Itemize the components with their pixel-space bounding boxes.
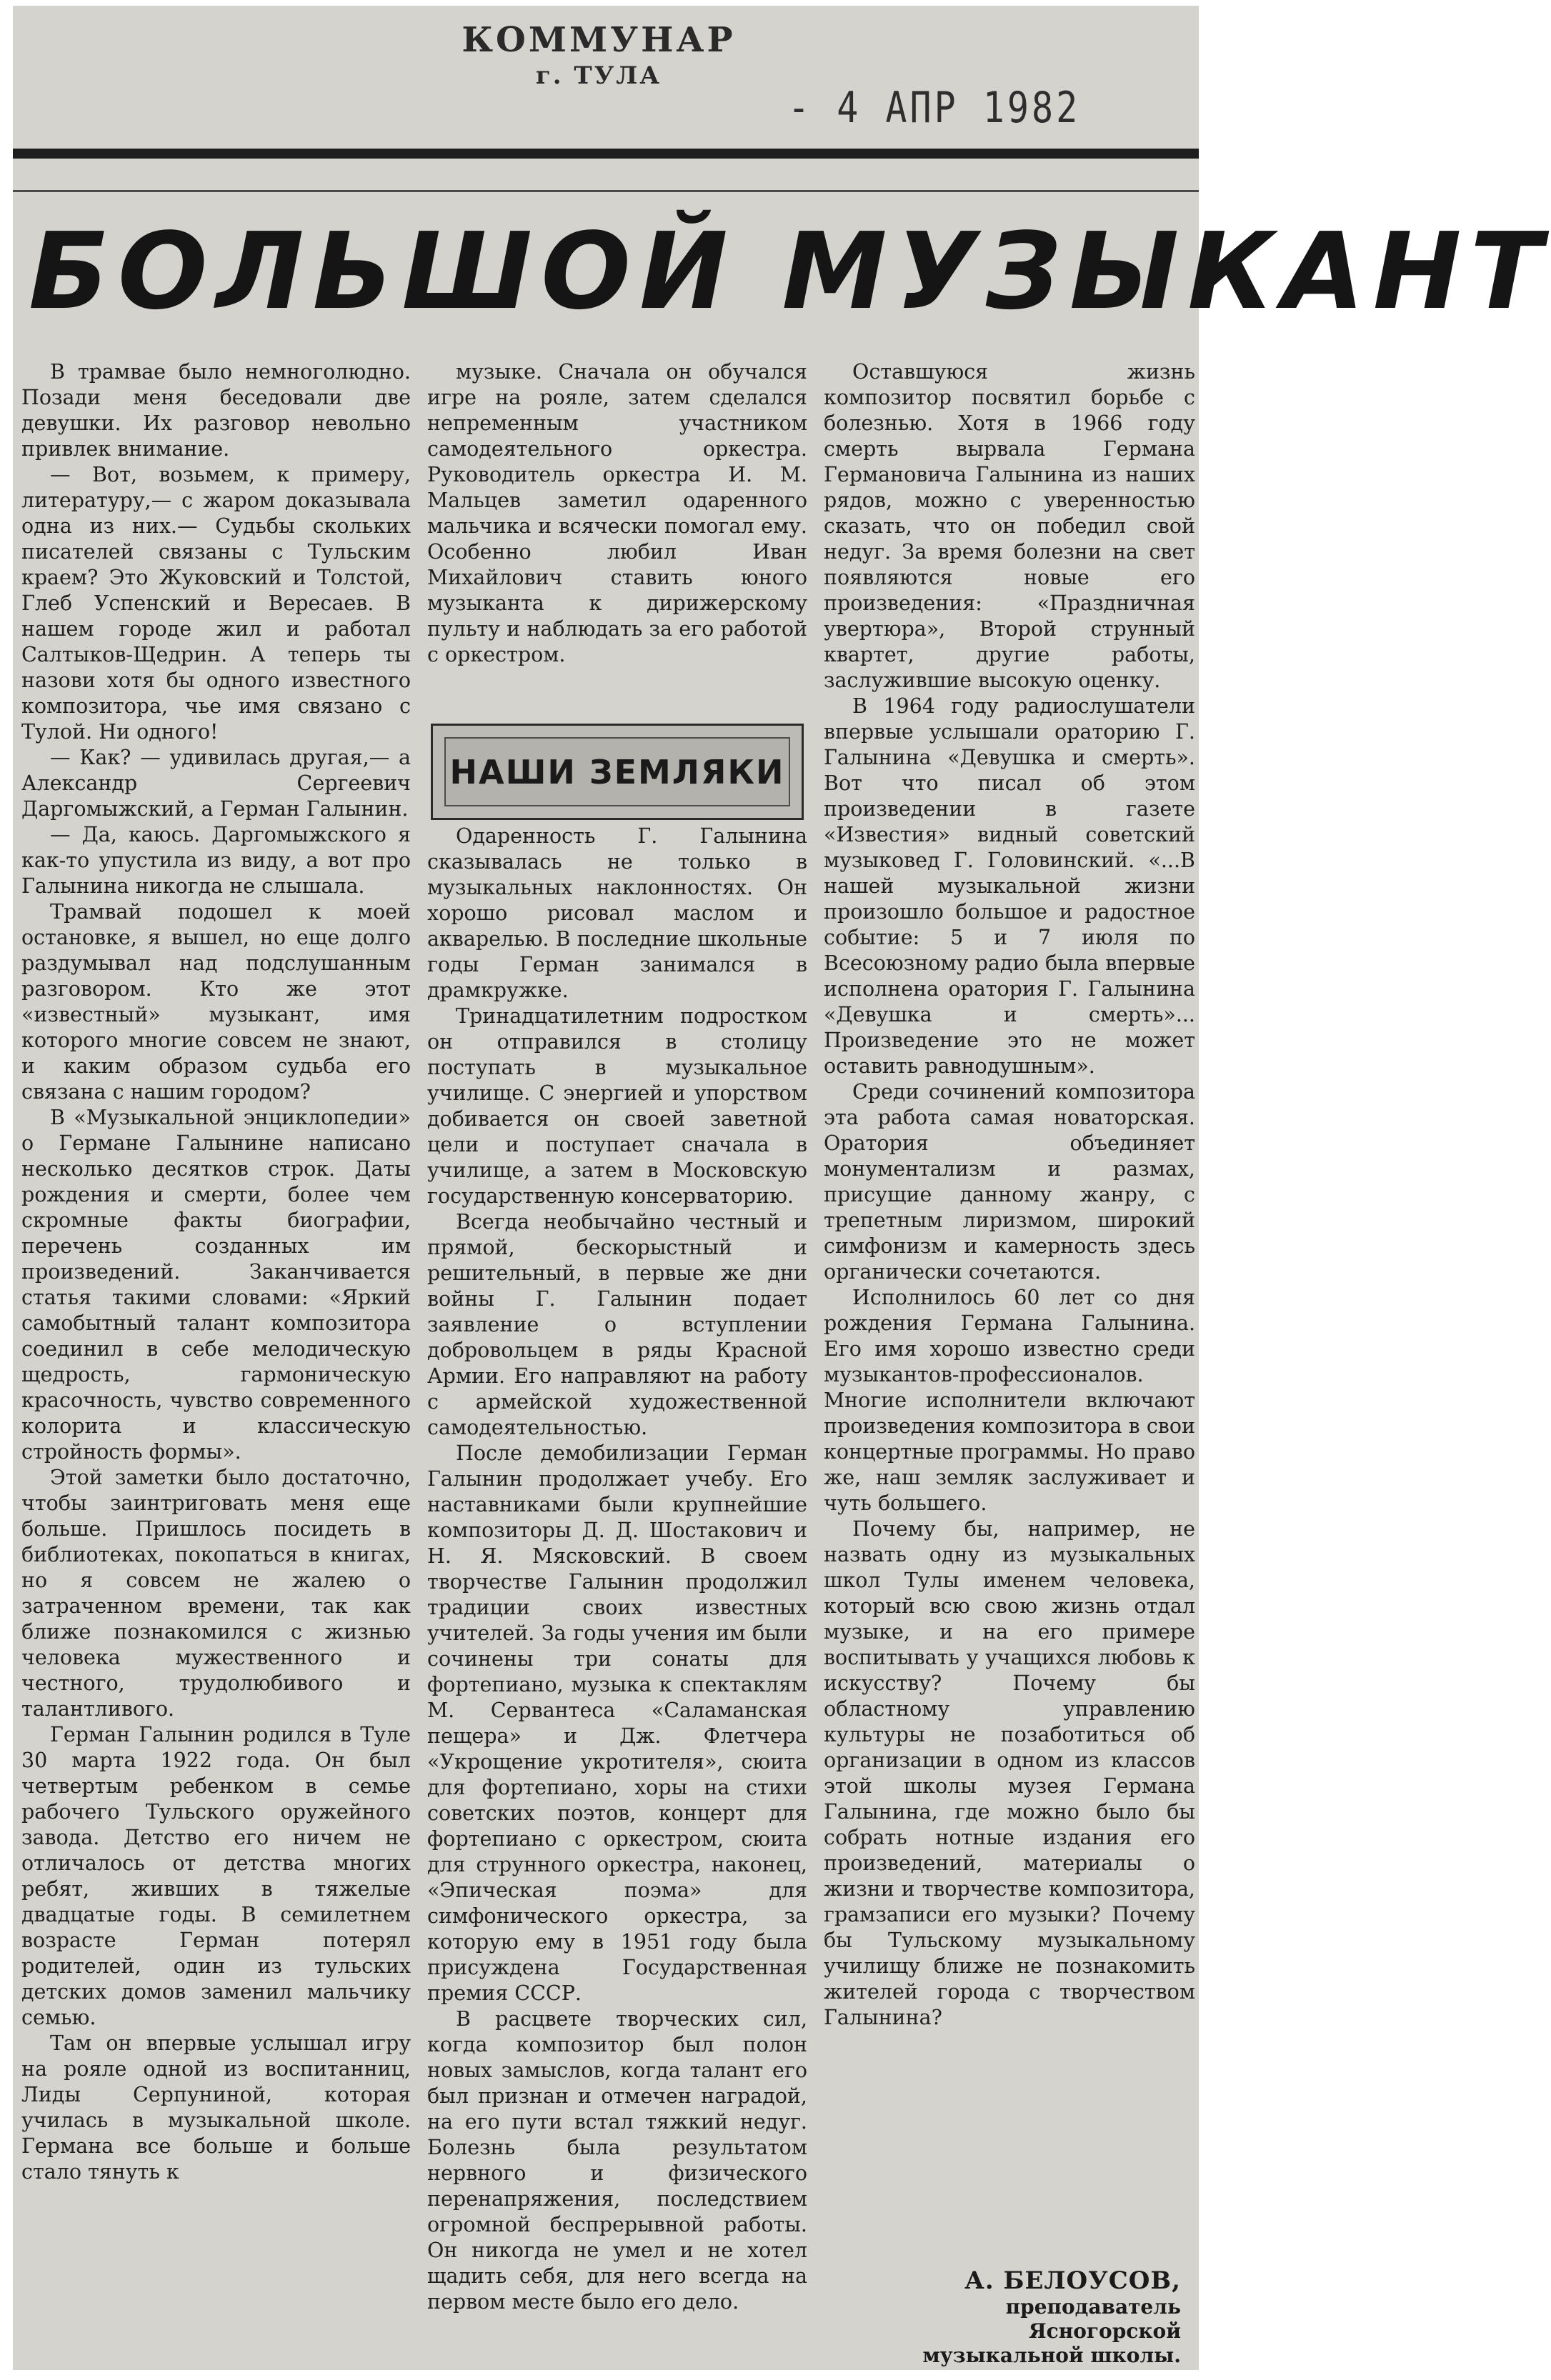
author-title-line-3: музыкальной школы.	[922, 2344, 1181, 2367]
masthead-divider	[13, 149, 1199, 159]
article-paragraph: — Да, каюсь. Даргомыжского я как-то упустила из виду, а вот про Галынина никогда не слышала.	[21, 823, 411, 898]
article-paragraph: Всегда необычайно честный и прямой, бескорыстный и решительный, в первые же дни войны Г. Галынин подает заявление о вступлении добровольцем в ряды Красной Армии. Его направляют на работу с армейской художественной самодеятельностью.	[427, 1210, 807, 1439]
article-column-2-bottom	[427, 824, 807, 2366]
article-paragraph: Оставшуюся жизнь композитор посвятил борьбе с болезнью. Хотя в 1966 году смерть вырвала Германа Германовича Галынина из наших рядов, можно с уверенностью сказать, что он победил свой недуг. За время болезни на свет появляются новые его произведения: «Праздничная увертюра», Второй струнный квартет, другие работы, заслужившие высокую оценку.	[824, 360, 1195, 692]
author-signature	[824, 2266, 1181, 2368]
author-title-line-1: преподаватель	[1005, 2295, 1181, 2319]
article-paragraph: Среди сочинений композитора эта работа самая новаторская. Оратория объединяет монументализм и размах, присущие данному жанру, с трепетным лиризмом, широкий симфонизм и камерность здесь органически сочетаются.	[824, 1080, 1195, 1284]
article-paragraph: Одаренность Г. Галынина сказывалась не только в музыкальных наклонностях. Он хорошо рисовал маслом и акварелью. В последние школьные годы Герман занимался в драмкружке.	[427, 824, 807, 1002]
article-paragraph: Исполнилось 60 лет со дня рождения Германа Галынина. Его имя хорошо известно среди музыкантов-профессионалов. Многие исполнители включают произведения композитора в свои концертные программы. Но право же, наш земляк заслуживает и чуть большего.	[824, 1286, 1195, 1515]
article-column-1	[21, 359, 411, 2352]
article-paragraph: Трамвай подошел к моей остановке, я вышел, но еще долго раздумывал над подслушанным разговором. Кто же этот «известный» музыкант, имя которого многие совсем не знают, и каким образом судьба его связана с нашим городом?	[21, 900, 411, 1104]
newspaper-clipping	[13, 6, 1551, 2370]
article-paragraph: В трамвае было немноголюдно. Позади меня беседовали две девушки. Их разговор невольно привлек внимание.	[21, 360, 411, 461]
article-paragraph: Почему бы, например, не назвать одну из музыкальных школ Тулы именем человека, который всю свою жизнь отдал музыке, и на его примере воспитывать у учащихся любовь к искусству? Почему бы областному управлению культуры не позаботиться об организации в одном из классов этой школы музея Германа Галынина, где можно было бы собрать нотные издания его произведений, материалы о жизни и творчестве композитора, грамзаписи его музыки? Почему бы Тульскому музыкальному училищу ближе не познакомить жителей города с творчеством Галынина?	[824, 1517, 1195, 2029]
author-title-line-2: Ясногорской	[1028, 2319, 1181, 2343]
article-paragraph: — Вот, возьмем, к примеру, литературу,— с жаром доказывала одна из них.— Судьбы скольких писателей связаны с Тульским краем? Это Жуковский и Толстой, Глеб Успенский и Вересаев. В нашем городе жил и работал Салтыков-Щедрин. А теперь ты назови хотя бы одного известного композитора, чье имя связано с Тулой. Ни одного!	[21, 463, 411, 744]
rubric-box	[431, 724, 804, 820]
article-paragraph: Тринадцатилетним подростком он отправился в столицу поступать в музыкальное училище. С энергией и упорством добивается он своей заветной цели и поступает сначала в училище, а затем в Московскую государственную консерваторию.	[427, 1004, 807, 1208]
masthead	[442, 19, 756, 90]
author-name: А. БЕЛОУСОВ,	[964, 2266, 1181, 2295]
article-paragraph: музыке. Сначала он обучался игре на рояле, затем сделался непременным участником самодеятельного оркестра. Руководитель оркестра И. М. Мальцев заметил одаренного мальчика и всячески помогал ему. Особенно любил Иван Михайлович ставить юного музыканта к дирижерскому пульту и наблюдать за его работой с оркестром.	[427, 360, 807, 666]
article-column-3	[824, 359, 1195, 2366]
article-paragraph: — Как? — удивилась другая,— а Александр Сергеевич Даргомыжский, а Герман Галынин.	[21, 746, 411, 821]
newspaper-name: КОММУНАР	[462, 20, 736, 60]
article-column-2-top	[427, 359, 807, 668]
rubric-label: НАШИ ЗЕМЛЯКИ	[444, 737, 790, 806]
newspaper-city: г. ТУЛА	[535, 61, 662, 90]
article-headline: БОЛЬШОЙ МУЗЫКАНТ	[29, 210, 1551, 333]
article-paragraph: В «Музыкальной энциклопедии» о Германе Галынине написано несколько десятков строк. Даты рождения и смерти, более чем скромные факты биографии, перечень созданных им произведений. Заканчивается статья такими словами: «Яркий самобытный талант композитора соединил в себе мелодическую щедрость, гармоническую красочность, чувство современного колорита и классическую стройность формы».	[21, 1106, 411, 1464]
article-paragraph: В расцвете творческих сил, когда композитор был полон новых замыслов, когда талант его был признан и отмечен наградой, на его пути встал тяжкий недуг. Болезнь была результатом нервного и физического перенапряжения, последствием огромной беспрерывной работы. Он никогда не умел и не хотел щадить себя, для него всегда на первом месте было его дело.	[427, 2007, 807, 2314]
headline-divider	[13, 190, 1199, 192]
article-paragraph: В 1964 году радиослушатели впервые услышали ораторию Г. Галынина «Девушка и смерть». Вот что писал об этом произведении в газете «Известия» видный советский музыковед Г. Головинский. «...В нашей музыкальной жизни произошло большое и радостное событие: 5 и 7 июля по Всесоюзному радио была впервые исполнена оратория Г. Галынина «Девушка и смерть»... Произведение это не может оставить равнодушным».	[824, 694, 1195, 1078]
article-paragraph: Там он впервые услышал игру на рояле одной из воспитанниц, Лиды Серпуниной, которая училась в музыкальной школе. Германа все больше и больше стало тянуть к	[21, 2031, 411, 2184]
article-paragraph: Этой заметки было достаточно, чтобы заинтриговать меня еще больше. Пришлось посидеть в библиотеках, покопаться в книгах, но я совсем не жалею о затраченном времени, так как ближе познакомился с жизнью человека мужественного и честного, трудолюбивого и талантливого.	[21, 1466, 411, 1721]
date-stamp: - 4 АПР 1982	[788, 83, 1081, 133]
article-paragraph: После демобилизации Герман Галынин продолжает учебу. Его наставниками были крупнейшие композиторы Д. Д. Шостакович и Н. Я. Мясковский. В своем творчестве Галынин продолжил традиции своих известных учителей. За годы учения им были сочинены три сонаты для фортепиано, музыка к спектаклям М. Сервантеса «Саламанская пещера» и Дж. Флетчера «Укрощение укротителя», сюита для фортепиано, хоры на стихи советских поэтов, концерт для фортепиано с оркестром, сюита для струнного оркестра, наконец, «Эпическая поэма» для симфонического оркестра, за которую ему в 1951 году была присуждена Государственная премия СССР.	[427, 1441, 807, 2005]
article-paragraph: Герман Галынин родился в Туле 30 марта 1922 года. Он был четвертым ребенком в семье рабочего Тульского оружейного завода. Детство его ничем не отличалось от детства многих ребят, живших в тяжелые двадцатые годы. В семилетнем возрасте Герман потерял родителей, один из тульских детских домов заменил мальчику семью.	[21, 1723, 411, 2029]
